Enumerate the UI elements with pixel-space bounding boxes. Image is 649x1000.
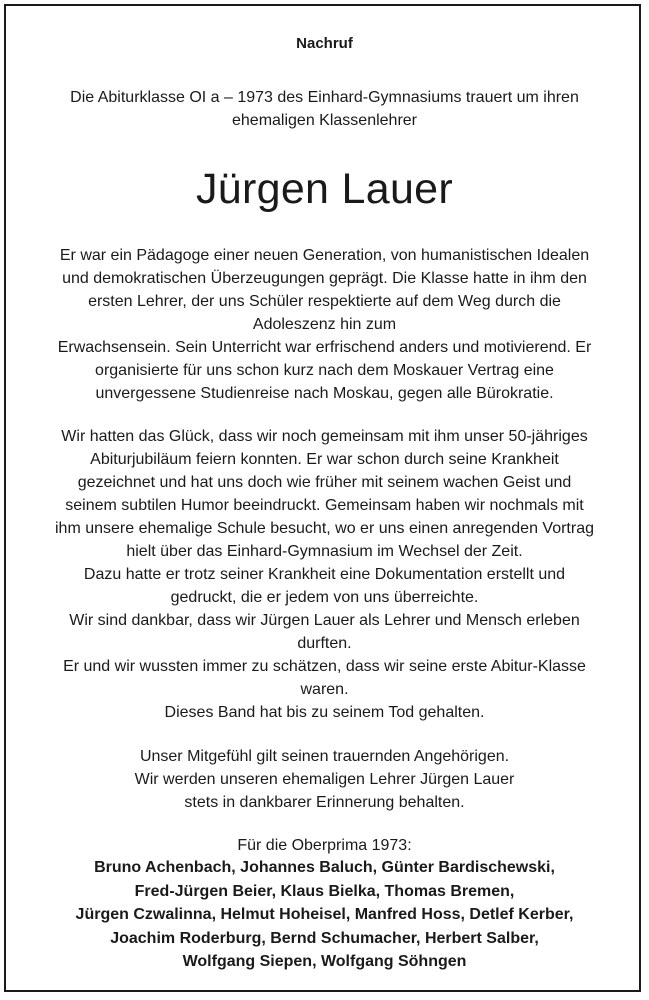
signer-line: Fred-Jürgen Beier, Klaus Bielka, Thomas Bremen, bbox=[134, 882, 515, 900]
text-line: ihm unsere ehemalige Schule besucht, wo er uns einen anregenden Vortrag bbox=[54, 520, 594, 537]
signer-line: Wolfgang Siepen, Wolfgang Söhngen bbox=[182, 953, 467, 971]
signer-list bbox=[20, 856, 629, 974]
paragraph-condolence bbox=[20, 745, 629, 814]
paragraph-memories bbox=[20, 425, 629, 724]
text-line: Dazu hatte er trotz seiner Krankheit eine Dokumentation erstellt und bbox=[83, 566, 566, 583]
deceased-name: Jürgen Lauer bbox=[195, 165, 453, 213]
text-line: organisierte für uns schon kurz nach dem Moskauer Vertrag eine bbox=[95, 362, 554, 379]
text-line: gezeichnet und hat uns doch wie früher mit seinem wachen Geist und bbox=[77, 474, 572, 491]
notice-intro bbox=[30, 86, 619, 132]
text-line: hielt über das Einhard-Gymnasium im Wechsel der Zeit. bbox=[126, 543, 523, 560]
intro-line: Die Abiturklasse OI a – 1973 des Einhard-Gymnasiums trauert um ihren bbox=[70, 89, 579, 106]
text-line: ersten Lehrer, der uns Schüler respektierte auf dem Weg durch die bbox=[88, 293, 561, 310]
intro-line: ehemaligen Klassenlehrer bbox=[232, 112, 417, 129]
text-line: Wir werden unseren ehemaligen Lehrer Jürgen Lauer bbox=[134, 771, 515, 788]
signer-line: Bruno Achenbach, Johannes Baluch, Günter Bardischewski, bbox=[94, 859, 555, 876]
text-line: stets in dankbarer Erinnerung behalten. bbox=[184, 794, 465, 811]
text-line: Unser Mitgefühl gilt seinen trauernden Angehörigen. bbox=[139, 748, 510, 765]
signature-intro: Für die Oberprima 1973: bbox=[237, 837, 412, 854]
text-line: Adoleszenz hin zum bbox=[252, 316, 397, 333]
text-line: seinem subtilen Humor beeindruckt. Gemeinsam haben wir nochmals mit bbox=[65, 497, 584, 514]
text-line: durften. bbox=[297, 635, 352, 652]
paragraph-tribute bbox=[20, 244, 629, 405]
text-line: gedruckt, die er jedem von uns überreichte. bbox=[170, 589, 479, 606]
text-line: Dieses Band hat bis zu seinem Tod gehalten. bbox=[164, 704, 485, 721]
text-line: Er und wir wussten immer zu schätzen, dass wir seine erste Abitur-Klasse bbox=[63, 658, 586, 675]
text-line: Abiturjubiläum feiern konnten. Er war schon durch seine Krankheit bbox=[90, 451, 559, 468]
text-line: Er war ein Pädagoge einer neuen Generation, von humanistischen Idealen bbox=[59, 247, 590, 264]
text-line: unvergessene Studienreise nach Moskau, gegen alle Bürokratie. bbox=[95, 385, 554, 402]
text-line: Erwachsensein. Sein Unterricht war erfrischend anders und motivierend. Er bbox=[57, 339, 592, 356]
text-line: und demokratischen Überzeugungen geprägt. Die Klasse hatte in ihm den bbox=[62, 270, 587, 287]
text-line: Wir sind dankbar, dass wir Jürgen Lauer als Lehrer und Mensch erleben bbox=[69, 612, 580, 629]
text-line: Wir hatten das Glück, dass wir noch gemeinsam mit ihm unser 50-jähriges bbox=[61, 428, 588, 445]
notice-heading: Nachruf bbox=[296, 35, 353, 52]
signer-line: Jürgen Czwalinna, Helmut Hoheisel, Manfred Hoss, Detlef Kerber, bbox=[75, 906, 574, 924]
text-line: waren. bbox=[300, 681, 349, 698]
signer-line: Joachim Roderburg, Bernd Schumacher, Herbert Salber, bbox=[110, 929, 539, 947]
